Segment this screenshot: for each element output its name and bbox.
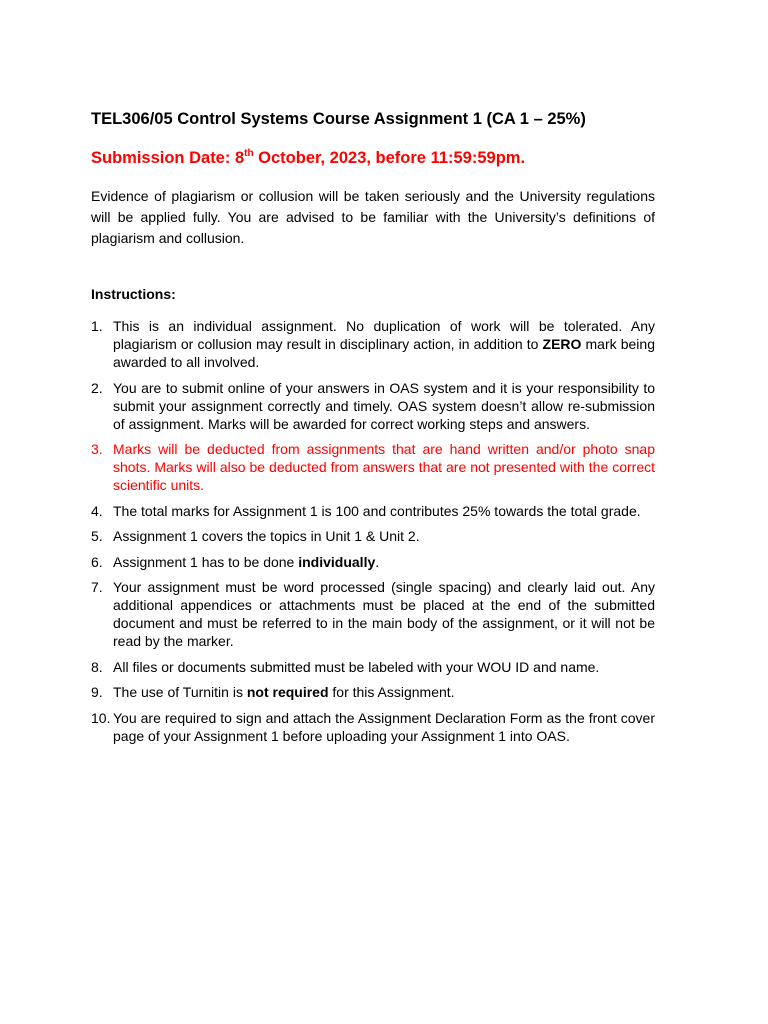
submission-date-suffix: October, 2023, before 11:59:59pm.	[253, 149, 526, 167]
instruction-bold-text: ZERO	[542, 336, 582, 352]
instruction-bold-text: individually	[298, 553, 376, 570]
instruction-item-9	[91, 683, 655, 701]
instruction-number: 10.	[91, 709, 111, 726]
submission-date-prefix: Submission Date: 8	[91, 149, 245, 167]
instruction-text: You are to submit online of your answers in OAS system and it is your responsibility to submit your assignment correctly and timely. OAS system doesn’t allow re-submission of assignment. Marks will be awarded for correct working steps and answers.	[113, 379, 655, 432]
instruction-number: 1.	[91, 318, 103, 334]
instruction-number: 3.	[91, 441, 103, 457]
instruction-item-2	[91, 379, 655, 433]
instruction-number: 9.	[91, 684, 103, 700]
instructions-heading: Instructions:	[91, 286, 176, 302]
instruction-text: The total marks for Assignment 1 is 100 and contributes 25% towards the total grade.	[113, 502, 641, 519]
instruction-item-6	[91, 553, 655, 571]
instruction-text: for this Assignment.	[328, 684, 455, 700]
instruction-text: Your assignment must be word processed (single spacing) and clearly laid out. Any additional appendices or attachments must be placed at the end of the submitted document and must be referred to in the main body of the assignment, or it will not be read by the marker.	[113, 579, 655, 649]
instruction-text: Marks will be deducted from assignments that are hand written and/or photo snap shots. Marks will also be deducted from answers that are not presented with the correct scientific units.	[113, 441, 655, 493]
instruction-text: Assignment 1 covers the topics in Unit 1 & Unit 2.	[113, 528, 420, 544]
document-title: TEL306/05 Control Systems Course Assignment 1 (CA 1 – 25%)	[91, 110, 586, 128]
instruction-text: .	[375, 553, 380, 570]
instruction-number: 5.	[91, 528, 103, 544]
instruction-number: 7.	[91, 579, 103, 595]
instruction-item-4	[91, 502, 655, 520]
instruction-text: You are required to sign and attach the Assignment Declaration Form as the front cover page of your Assignment 1 before uploading your Assignment 1 into OAS.	[113, 709, 655, 744]
submission-date	[91, 148, 525, 168]
plagiarism-notice: Evidence of plagiarism or collusion will be taken seriously and the University regulations will be applied fully. You are advised to be familiar with the University’s definitions of plagiarism and collusion.	[91, 188, 655, 246]
instruction-number: 6.	[91, 553, 103, 570]
instruction-text: mark being awarded to all involved.	[113, 336, 655, 370]
instruction-bold-text: not required	[246, 684, 329, 700]
instruction-text: The use of Turnitin is	[113, 684, 247, 700]
instruction-item-7	[91, 578, 655, 650]
submission-date-superscript: th	[244, 147, 254, 159]
instruction-number: 4.	[91, 502, 103, 519]
instruction-item-1	[91, 317, 655, 371]
instruction-text: This is an individual assignment. No duplication of work will be tolerated. Any plagiarism or collusion may result in disciplinary action, in addition to	[113, 318, 655, 352]
instruction-text: Assignment 1 has to be done	[113, 553, 299, 570]
instructions-list	[91, 317, 655, 752]
instruction-item-3	[91, 440, 655, 494]
instruction-number: 8.	[91, 658, 103, 675]
instruction-item-5	[91, 527, 655, 545]
instruction-number: 2.	[91, 379, 103, 396]
instruction-item-10	[91, 709, 655, 745]
instruction-item-8	[91, 658, 655, 676]
instruction-text: All files or documents submitted must be labeled with your WOU ID and name.	[113, 658, 600, 675]
